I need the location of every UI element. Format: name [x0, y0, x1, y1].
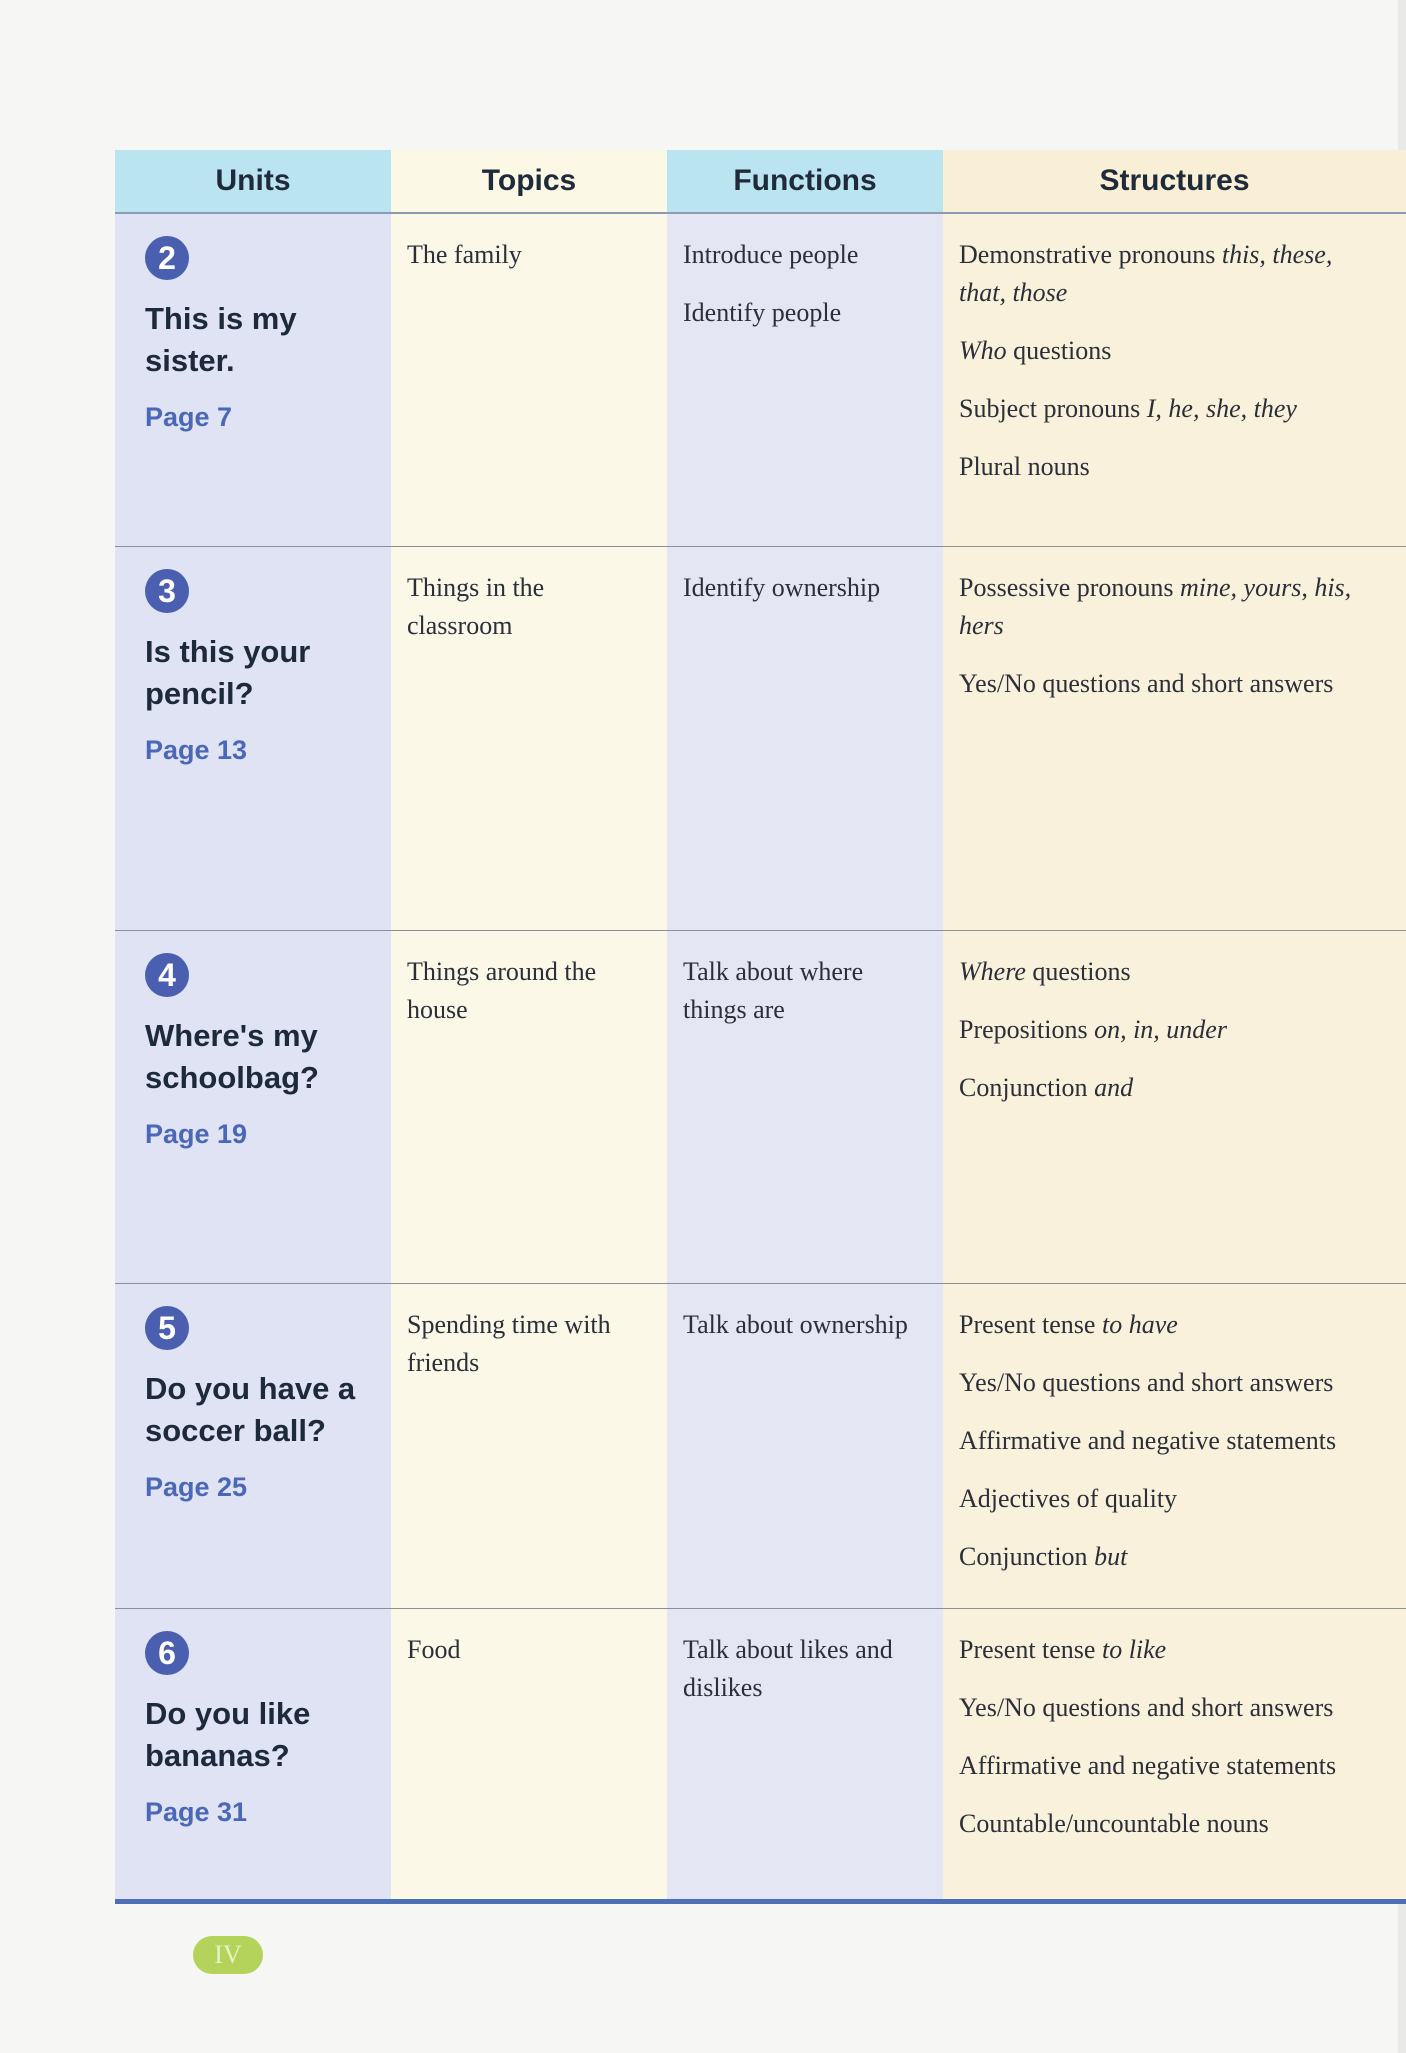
structure-item [959, 390, 1376, 428]
unit-cell [115, 931, 391, 1283]
unit-cell [115, 1609, 391, 1899]
topic-text: Things in the classroom [407, 573, 545, 640]
unit-page-link[interactable]: Page 31 [145, 1797, 248, 1827]
structure-text: Adjectives of quality [959, 1484, 1178, 1513]
structure-item [959, 665, 1376, 703]
structures-cell [943, 547, 1406, 930]
structure-item [959, 448, 1376, 486]
structure-text: Countable/uncountable nouns [959, 1809, 1269, 1838]
structure-text: Yes/No questions and short answers [959, 1693, 1334, 1722]
unit-number-badge: 2 [145, 236, 189, 280]
topic-cell [391, 547, 667, 930]
unit-page-link[interactable]: Page 7 [145, 402, 233, 432]
topic-cell [391, 1609, 667, 1899]
topic-text: The family [407, 240, 522, 269]
structure-item [959, 1364, 1376, 1402]
functions-cell [667, 931, 943, 1283]
structure-item [959, 1631, 1376, 1669]
structures-cell [943, 931, 1406, 1283]
structure-text: Subject pronouns [959, 394, 1147, 423]
topic-text: Things around the house [407, 957, 597, 1024]
topic-cell [391, 1284, 667, 1608]
structure-text-suffix: questions [1025, 957, 1131, 986]
unit-page-link[interactable]: Page 13 [145, 735, 248, 765]
structure-text: Affirmative and negative statements [959, 1426, 1337, 1455]
structure-item [959, 569, 1376, 645]
table-body [115, 214, 1406, 1904]
structure-text: Plural nouns [959, 452, 1090, 481]
structure-example: to have [1101, 1310, 1178, 1339]
structure-item [959, 1538, 1376, 1576]
structure-item [959, 1069, 1376, 1107]
unit-cell [115, 547, 391, 930]
structure-text: Yes/No questions and short answers [959, 1368, 1334, 1397]
structure-text: Possessive pronouns [959, 573, 1181, 602]
header-topics: Topics [391, 150, 667, 212]
structure-text: Demonstrative pronouns [959, 240, 1222, 269]
structure-item [959, 1011, 1376, 1049]
structures-cell [943, 1609, 1406, 1899]
functions-cell [667, 214, 943, 546]
structure-text: Conjunction [959, 1542, 1095, 1571]
unit-number-badge: 6 [145, 1631, 189, 1675]
table-row [115, 547, 1406, 931]
unit-number-badge: 4 [145, 953, 189, 997]
structure-example: this, these, that, those [959, 240, 1333, 307]
unit-page-link[interactable]: Page 19 [145, 1119, 248, 1149]
structure-item [959, 953, 1376, 991]
structure-example: Where [959, 957, 1026, 986]
table-row [115, 1284, 1406, 1609]
structure-example: but [1094, 1542, 1128, 1571]
structure-item [959, 1422, 1376, 1460]
structure-text: Prepositions [959, 1015, 1095, 1044]
header-functions: Functions [667, 150, 943, 212]
function-item: Talk about where things are [683, 957, 864, 1024]
topic-text: Food [407, 1635, 461, 1664]
structure-example: mine, yours, his, hers [959, 573, 1352, 640]
structure-item [959, 1689, 1376, 1727]
structure-text-suffix: questions [1006, 336, 1112, 365]
structure-example: Who [959, 336, 1007, 365]
function-item: Identify people [683, 298, 842, 327]
unit-title: Where's my schoolbag? [145, 1018, 319, 1095]
structure-example: and [1094, 1073, 1134, 1102]
unit-title: Do you like bananas? [145, 1696, 311, 1773]
table-header [115, 150, 1406, 214]
header-structures: Structures [943, 150, 1406, 212]
unit-cell [115, 214, 391, 546]
topic-cell [391, 214, 667, 546]
structure-item [959, 332, 1376, 370]
functions-cell [667, 1284, 943, 1608]
page-number-badge: IV [193, 1936, 263, 1974]
structures-cell [943, 214, 1406, 546]
structure-text: Conjunction [959, 1073, 1095, 1102]
function-item: Talk about likes and dislikes [683, 1635, 893, 1702]
structure-item [959, 1805, 1376, 1843]
structure-example: to like [1101, 1635, 1167, 1664]
structure-text: Present tense [959, 1635, 1102, 1664]
structure-text: Present tense [959, 1310, 1102, 1339]
table-row [115, 1609, 1406, 1904]
topic-cell [391, 931, 667, 1283]
unit-title: Do you have a soccer ball? [145, 1371, 356, 1448]
structures-cell [943, 1284, 1406, 1608]
function-item: Identify ownership [683, 573, 881, 602]
structure-example: on, in, under [1094, 1015, 1227, 1044]
unit-cell [115, 1284, 391, 1608]
structure-item [959, 1747, 1376, 1785]
functions-cell [667, 547, 943, 930]
table-row [115, 214, 1406, 547]
unit-title: This is my sister. [145, 301, 297, 378]
topic-text: Spending time with friends [407, 1310, 611, 1377]
structure-item [959, 1306, 1376, 1344]
unit-title: Is this your pencil? [145, 634, 311, 711]
unit-page-link[interactable]: Page 25 [145, 1472, 248, 1502]
structure-item [959, 236, 1376, 312]
functions-cell [667, 1609, 943, 1899]
function-item: Introduce people [683, 240, 859, 269]
function-item: Talk about ownership [683, 1310, 908, 1339]
structure-text: Affirmative and negative statements [959, 1751, 1337, 1780]
structure-example: I, he, she, they [1146, 394, 1297, 423]
table-row [115, 931, 1406, 1284]
structure-item [959, 1480, 1376, 1518]
unit-number-badge: 3 [145, 569, 189, 613]
unit-number-badge: 5 [145, 1306, 189, 1350]
header-units: Units [115, 150, 391, 212]
contents-table [115, 150, 1406, 1904]
structure-text: Yes/No questions and short answers [959, 669, 1334, 698]
